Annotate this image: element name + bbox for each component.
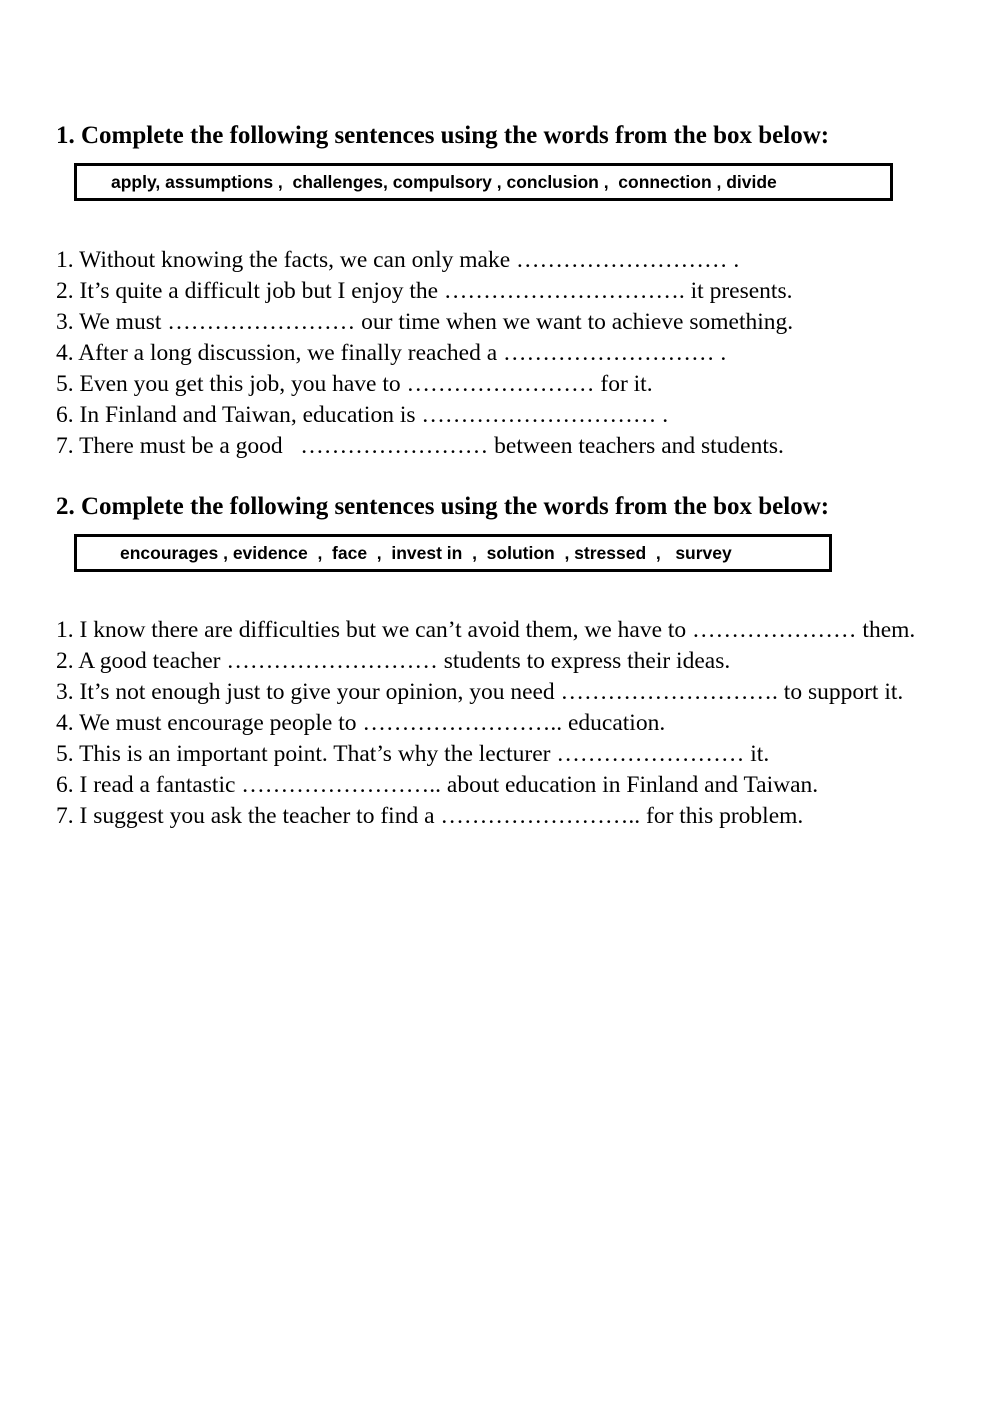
sentence-item: 4. After a long discussion, we finally reached a ……………………… . <box>56 340 727 366</box>
sentence-item: 3. It’s not enough just to give your opinion, you need ………………………. to support it. <box>56 679 904 705</box>
sentence-item: 5. This is an important point. That’s why the lecturer …………………… it. <box>56 741 770 767</box>
sentence-item: 7. I suggest you ask the teacher to find a …………………….. for this problem. <box>56 803 804 829</box>
section-2-heading: 2. Complete the following sentences using the words from the box below: <box>56 493 830 520</box>
sentence-item: 2. It’s quite a difficult job but I enjoy the …………………………. it presents. <box>56 278 793 304</box>
sentence-item: 4. We must encourage people to …………………….. education. <box>56 710 666 736</box>
sentence-item: 5. Even you get this job, you have to …………………… for it. <box>56 371 653 397</box>
section-1-sentence-list <box>56 245 976 462</box>
section-1-heading: 1. Complete the following sentences using the words from the box below: <box>56 122 830 149</box>
section-2-word-box: encourages , evidence , face , invest in , solution , stressed , survey <box>74 534 832 572</box>
sentence-item: 1. I know there are difficulties but we can’t avoid them, we have to ………………… them. <box>56 617 916 643</box>
section-1-word-box: apply, assumptions , challenges, compulsory , conclusion , connection , divide <box>74 163 893 201</box>
sentence-item: 3. We must …………………… our time when we want to achieve something. <box>56 309 794 335</box>
sentence-item: 6. I read a fantastic …………………….. about education in Finland and Taiwan. <box>56 772 819 798</box>
sentence-item: 1. Without knowing the facts, we can only make ……………………… . <box>56 247 740 273</box>
section-2-sentence-list <box>56 615 976 832</box>
sentence-item: 2. A good teacher ……………………… students to express their ideas. <box>56 648 731 674</box>
sentence-item: 6. In Finland and Taiwan, education is ………………………… . <box>56 402 669 428</box>
sentence-item: 7. There must be a good …………………… between teachers and students. <box>56 433 784 459</box>
